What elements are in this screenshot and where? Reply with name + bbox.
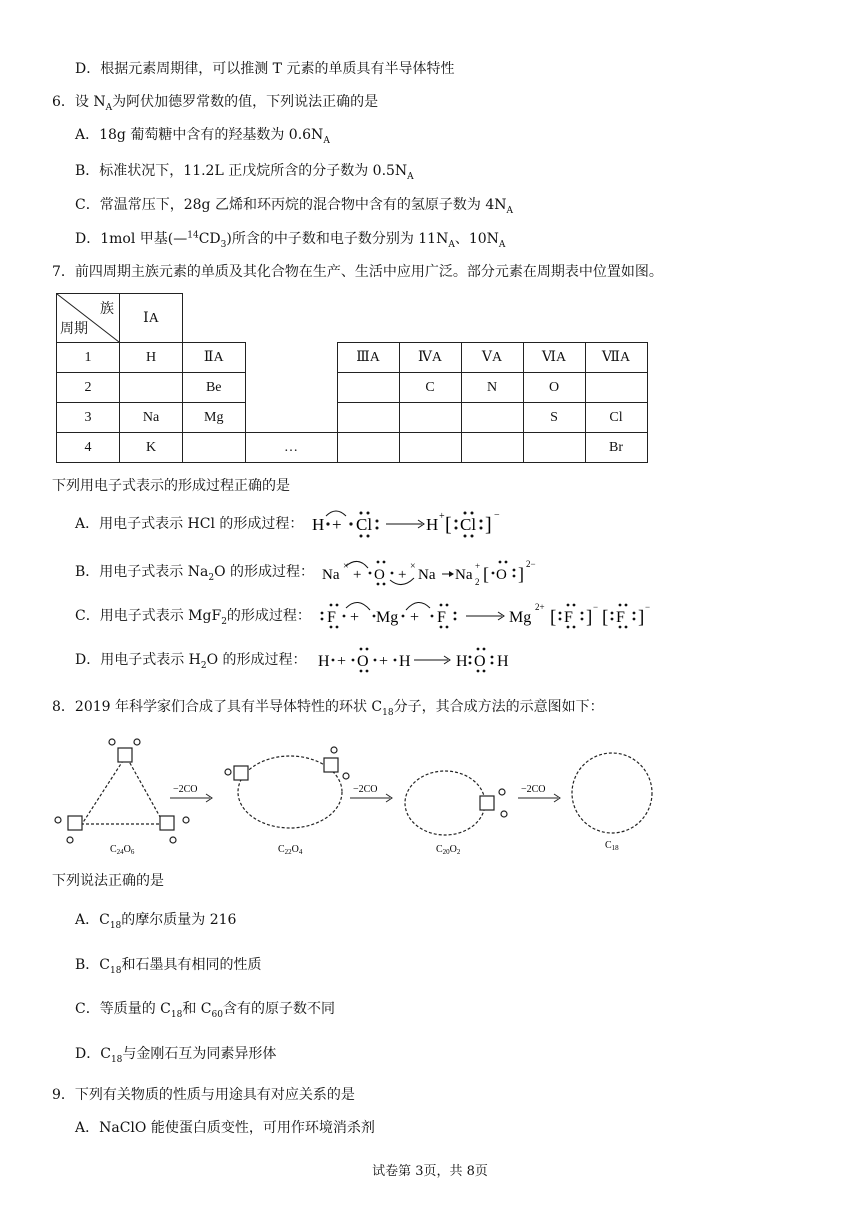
svg-text:O: O <box>496 567 507 583</box>
svg-text:O: O <box>357 653 369 670</box>
svg-text:H: H <box>318 653 330 670</box>
svg-text:F: F <box>437 609 446 626</box>
period-label: 2 <box>57 373 120 403</box>
svg-text:−: − <box>593 602 599 612</box>
q7-option-d: D．用电子式表示 $H_2O$ 的形成过程： <box>75 652 307 671</box>
svg-text:[: [ <box>483 564 489 584</box>
na2o-electron-formula <box>318 554 548 592</box>
svg-text:H: H <box>497 653 509 670</box>
svg-text:Cl: Cl <box>460 515 477 534</box>
hcl-h-atom: H <box>312 515 325 534</box>
svg-text:+: + <box>337 653 347 670</box>
svg-text:+: + <box>410 609 420 626</box>
element-cell <box>120 373 183 403</box>
page-footer: 试卷第 3页，共 8页 <box>372 1164 488 1179</box>
svg-text:F: F <box>564 609 573 626</box>
element-cell: K <box>120 433 183 463</box>
element-cell <box>337 373 399 403</box>
q7-option-a: A．用电子式表示 HCl 的形成过程： <box>75 516 304 532</box>
q8-option-b: B．$C_{18}$和石墨具有相同的性质 <box>75 957 262 976</box>
svg-text:]: ] <box>638 607 645 628</box>
label-c24o6: $C_{24}O_6$ <box>110 844 135 856</box>
element-cell: Na <box>120 403 183 433</box>
period-label: 4 <box>57 433 120 463</box>
svg-text:Mg: Mg <box>509 609 532 626</box>
element-cell: Br <box>585 433 647 463</box>
svg-text:+: + <box>475 561 481 571</box>
q8-question: 下列说法正确的是 <box>52 873 164 889</box>
svg-text:×: × <box>410 561 416 572</box>
element-cell: H <box>120 343 183 373</box>
svg-text:+: + <box>398 567 407 583</box>
element-cell <box>399 403 461 433</box>
svg-text:Na: Na <box>455 567 473 583</box>
svg-text:2+: 2+ <box>535 602 545 612</box>
svg-text:+: + <box>439 511 445 522</box>
q9-option-a: A．NaClO 能使蛋白质变性，可用作环境消杀剂 <box>75 1120 375 1136</box>
element-cell <box>337 433 399 463</box>
svg-text:Mg: Mg <box>376 609 399 626</box>
label-c20o2: $C_{20}O_2$ <box>436 844 461 856</box>
svg-text:−: − <box>645 602 651 612</box>
svg-text:Na: Na <box>322 567 340 583</box>
q8-option-c: C．等质量的 $C_{18}$和 $C_{60}$含有的原子数不同 <box>75 1001 335 1020</box>
group-header: ⅣA <box>399 343 461 373</box>
q6-option-c: C．常温常压下，28g 乙烯和环丙烷的混合物中含有的氢原子数为 $4N_A$ <box>75 197 514 216</box>
corner-period-label: 周期 <box>60 322 88 337</box>
q8-option-d: D．$C_{18}$与金刚石互为同素异形体 <box>75 1046 277 1065</box>
arrow-label-2: −2CO <box>353 784 378 795</box>
svg-text:2: 2 <box>475 577 480 587</box>
svg-text:+: + <box>379 653 389 670</box>
table-corner-cell <box>57 294 120 343</box>
svg-text:+: + <box>350 609 360 626</box>
svg-text:+: + <box>353 567 362 583</box>
element-cell: O <box>523 373 585 403</box>
q8-option-a: A．$C_{18}$的摩尔质量为 216 <box>75 912 237 931</box>
q6-stem: 6．设 $N_A$为阿伏加德罗常数的值，下列说法正确的是 <box>52 94 379 113</box>
period-label: 3 <box>57 403 120 433</box>
h2o-electron-formula <box>314 640 524 680</box>
period-label: 1 <box>57 343 120 373</box>
element-cell <box>461 433 523 463</box>
svg-text:[: [ <box>550 607 557 628</box>
arrow-label-1: −2CO <box>173 784 198 795</box>
svg-text:[: [ <box>602 607 609 628</box>
group-header: ⅤA <box>461 343 523 373</box>
q7-option-b: B．用电子式表示 $Na_2O$ 的形成过程： <box>75 564 315 583</box>
svg-text:]: ] <box>518 564 524 584</box>
group-header: ⅥA <box>523 343 585 373</box>
label-c18: $C_{18}$ <box>605 840 619 852</box>
group-header: ⅡA <box>183 343 246 373</box>
svg-text:H: H <box>456 653 468 670</box>
q7-option-c: C．用电子式表示 MgF$_2$的形成过程： <box>75 608 311 627</box>
mgf2-electron-formula <box>314 596 654 636</box>
group-header: ⅢA <box>337 343 399 373</box>
q9-stem: 9．下列有关物质的性质与用途具有对应关系的是 <box>52 1087 355 1103</box>
molecule-c24o6 <box>55 739 189 843</box>
element-cell <box>523 433 585 463</box>
group-header: ⅦA <box>585 343 647 373</box>
svg-text:H: H <box>426 515 439 534</box>
element-cell: C <box>399 373 461 403</box>
q7-stem: 7．前四周期主族元素的单质及其化合物在生产、生活中应用广泛。部分元素在周期表中位置如图。 <box>52 264 663 280</box>
q6-option-a: A．18g 葡萄糖中含有的羟基数为 $0.6N_A$ <box>75 127 330 146</box>
svg-text:×: × <box>343 561 349 572</box>
svg-text:]: ] <box>586 607 593 628</box>
svg-text:]: ] <box>485 514 492 536</box>
element-cell <box>183 433 246 463</box>
svg-text:H: H <box>399 653 411 670</box>
svg-text:Na: Na <box>418 567 436 583</box>
element-cell: Cl <box>585 403 647 433</box>
svg-text:[: [ <box>445 514 452 536</box>
svg-text:−: − <box>494 510 500 521</box>
element-cell: Be <box>183 373 246 403</box>
svg-text:+: + <box>332 515 342 534</box>
molecule-c20o2 <box>405 771 507 835</box>
element-cell: … <box>245 433 337 463</box>
molecule-c22o4 <box>225 747 349 828</box>
periodic-table <box>56 293 648 463</box>
group-header: ⅠA <box>120 294 183 343</box>
svg-text:F: F <box>616 609 625 626</box>
element-cell <box>461 403 523 433</box>
arrow-label-3: −2CO <box>521 784 546 795</box>
label-c22o4: $C_{22}O_4$ <box>278 844 303 856</box>
svg-text:O: O <box>374 567 385 583</box>
svg-text:O: O <box>474 653 486 670</box>
element-cell: N <box>461 373 523 403</box>
svg-text:F: F <box>327 609 336 626</box>
element-cell <box>585 373 647 403</box>
element-cell: S <box>523 403 585 433</box>
hcl-cl-atom: Cl <box>356 515 373 534</box>
q7-question: 下列用电子式表示的形成过程正确的是 <box>52 478 290 494</box>
svg-text:2−: 2− <box>526 559 536 569</box>
molecule-c18 <box>572 753 652 833</box>
element-cell <box>399 433 461 463</box>
q5-option-d: D．根据元素周期律，可以推测 T 元素的单质具有半导体特性 <box>75 61 455 77</box>
element-cell <box>337 403 399 433</box>
corner-group-label: 族 <box>100 302 114 317</box>
q6-option-b: B．标准状况下，11.2L 正戊烷所含的分子数为 $0.5N_A$ <box>75 163 414 182</box>
q6-option-d: D．1mol 甲基$(—^{14}CD_3)$所含的中子数和电子数分别为 $11N_A$、$10N_A$ <box>75 230 506 250</box>
c18-synthesis-diagram <box>40 728 680 858</box>
hcl-electron-formula <box>306 504 516 544</box>
q8-stem: 8．2019 年科学家们合成了具有半导体特性的环状 $C_{18}$分子，其合成方法的示意图如下： <box>52 699 604 718</box>
element-cell: Mg <box>183 403 246 433</box>
